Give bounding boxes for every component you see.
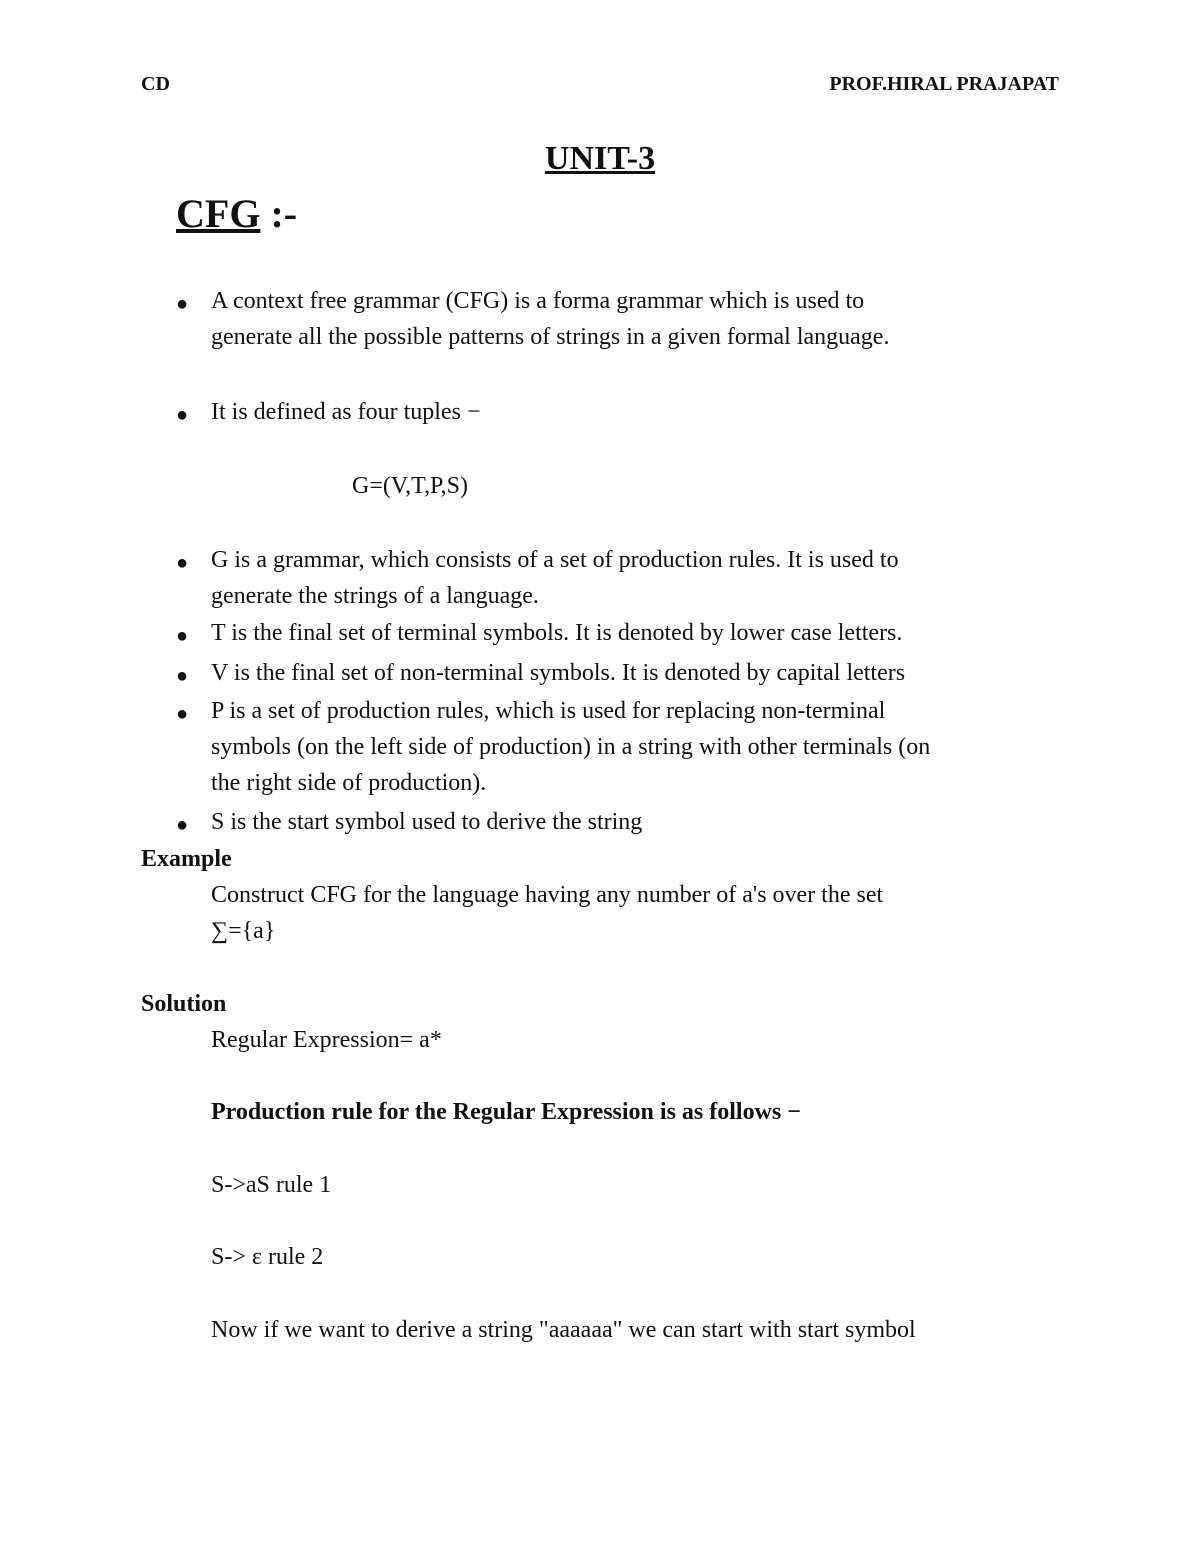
bullet-line: T is the final set of terminal symbols. It is denoted by lower case letters. [211,620,903,646]
rule-1: S->aS rule 1 [211,1172,332,1198]
cfg-heading-word: CFG [176,191,261,236]
example-line: Construct CFG for the language having any number of a's over the set [211,882,884,908]
rule-2: S-> ε rule 2 [211,1244,324,1270]
bullet-line: generate the strings of a language. [211,583,539,609]
bullet-icon: ● [176,665,189,687]
header-right: PROF.HIRAL PRAJAPAT [829,73,1059,95]
example-line: ∑={a} [211,918,276,944]
bullet-icon: ● [176,703,189,725]
bullet-line: V is the final set of non-terminal symbols. It is denoted by capital letters [211,660,906,686]
tuple-formula: G=(V,T,P,S) [352,473,469,499]
bullet-line: It is defined as four tuples − [211,399,481,425]
bullet-line: symbols (on the left side of production) in a string with other terminals (on [211,734,931,760]
bullet-line: P is a set of production rules, which is used for replacing non-terminal [211,698,886,724]
page-title [0,140,1200,178]
bullet-line: generate all the possible patterns of strings in a given formal language. [211,324,890,350]
unit-title-text: UNIT-3 [544,140,656,177]
header-left: CD [141,73,170,95]
bullet-line: the right side of production). [211,770,487,796]
regex-line: Regular Expression= a* [211,1027,442,1053]
cfg-heading-suffix: :- [260,191,298,236]
bullet-icon: ● [176,552,189,574]
bullet-icon: ● [176,625,189,647]
derive-line: Now if we want to derive a string "aaaaaa" we can start with start symbol [211,1317,916,1343]
section-heading-cfg [176,190,297,237]
bullet-line: S is the start symbol used to derive the string [211,809,643,835]
solution-heading: Solution [141,991,227,1017]
example-heading: Example [141,846,232,872]
bullet-icon: ● [176,293,189,315]
bullet-icon: ● [176,404,189,426]
bullet-icon: ● [176,814,189,836]
bullet-line: A context free grammar (CFG) is a forma grammar which is used to [211,288,865,314]
bullet-line: G is a grammar, which consists of a set of production rules. It is used to [211,547,899,573]
production-intro: Production rule for the Regular Expression is as follows − [211,1099,801,1125]
